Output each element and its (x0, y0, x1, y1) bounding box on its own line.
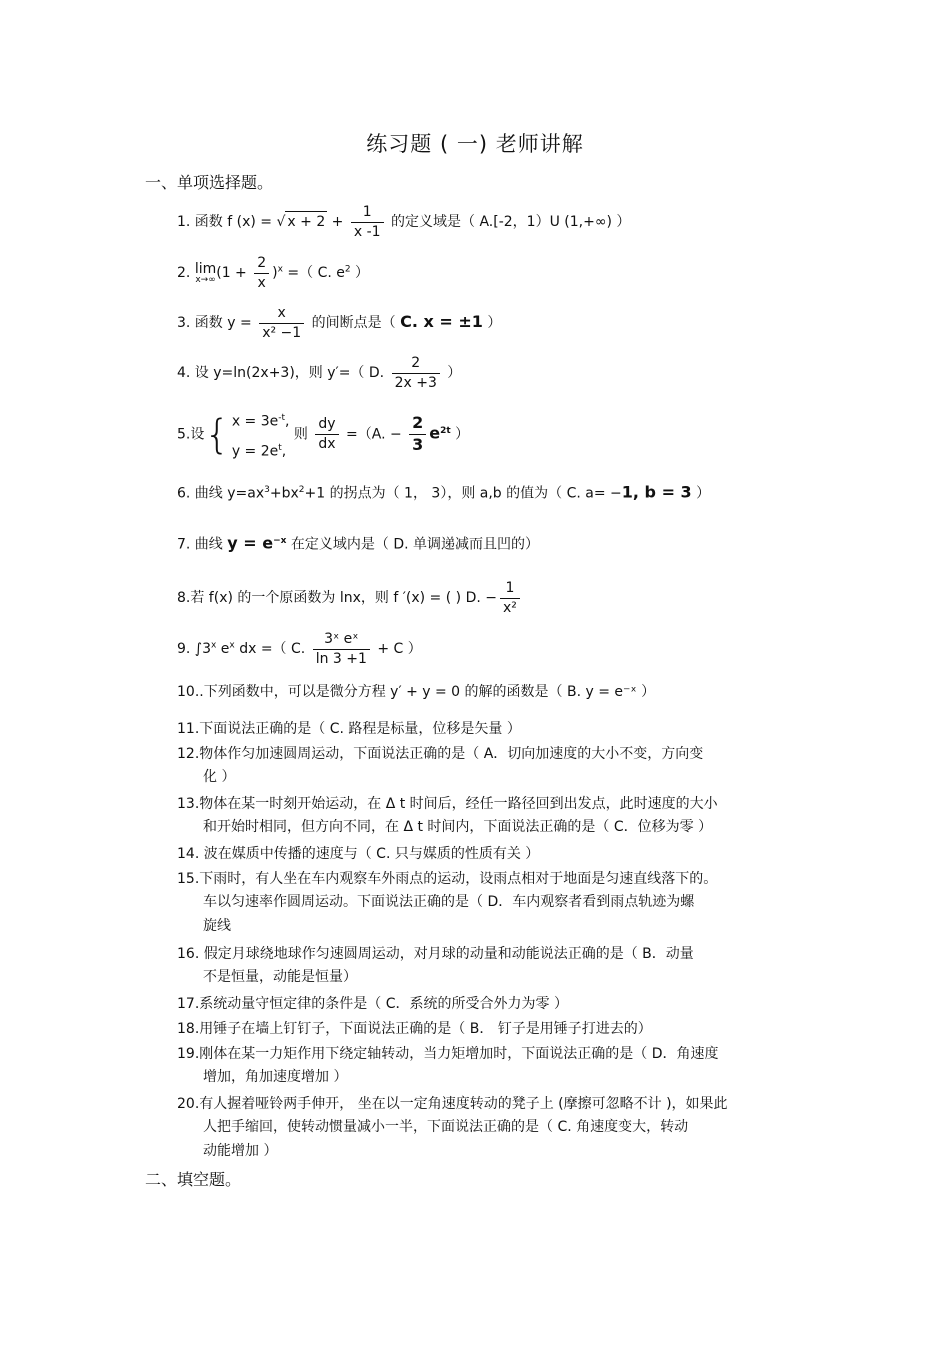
q8-fraction (500, 581, 520, 615)
q1-fraction (351, 205, 384, 239)
question-3 (177, 306, 501, 340)
q7-expr: y = e (227, 533, 274, 553)
q1-text: 1. 函数 f (x) = (177, 214, 277, 231)
question-19: 19.刚体在某一力矩作用下绕定轴转动，当力矩增加时，下面说法正确的是（ D．角速度 (177, 1046, 719, 1062)
q8-num: 1 (500, 581, 520, 599)
question-13: 13.物体在某一时刻开始运动，在 Δ t 时间后，经任一路径回到出发点，此时速度的大小 (177, 796, 718, 812)
question-13-cont: 和开始时相同，但方向不同，在 Δ t 时间内，下面说法正确的是（ C．位移为零 ） (203, 819, 713, 835)
q6-post: +1 的拐点为（ 1， 3），则 a,b 的值为（ C. a= − (304, 485, 622, 502)
q5-ans-den: 3 (412, 435, 424, 455)
q8-text: 8.若 f(x) 的一个原函数为 lnx，则 f ′(x) = ( ) D. − (177, 590, 497, 607)
q5-exp2: t (278, 442, 282, 453)
q9-answer: dx =（ C. (234, 641, 310, 658)
page-title: 练习题 ( 一) 老师讲解 (366, 132, 584, 156)
question-20-cont2: 动能增加 ） (203, 1143, 278, 1159)
question-12: 12.物体作匀加速圆周运动，下面说法正确的是（ A．切向加速度的大小不变，方向变 (177, 746, 704, 762)
q5-comma2: , (281, 443, 287, 460)
question-2 (177, 256, 369, 290)
question-16: 16. 假定月球绕地球作匀速圆周运动，对月球的动量和动能说法正确的是（ B．动量 (177, 946, 694, 962)
q5-ans-num: 2 (409, 415, 426, 435)
question-20: 20.有人握着哑铃两手伸开， 坐在以一定角速度转动的凳子上 (摩擦可忽略不计 )，如果此 (177, 1096, 728, 1112)
q7-text: 7. 曲线 (177, 536, 228, 553)
q4-den: 2x +3 (394, 374, 437, 391)
q9-exp1: x (211, 640, 217, 651)
q4-end: ） (442, 365, 462, 382)
q7-answer: 在定义域内是（ D. 单调递减而且凹的） (286, 536, 540, 553)
q5-ans-e: e (429, 423, 441, 443)
question-12-cont: 化 ） (203, 769, 236, 785)
q9-exp2: x (229, 640, 235, 651)
q5-end: ） (450, 426, 470, 443)
question-17: 17.系统动量守恒定律的条件是（ C．系统的所受合外力为零 ） (177, 996, 568, 1012)
q2-limit (195, 262, 216, 285)
q3-answer: C. x = ±1 (400, 312, 483, 332)
question-5 (177, 405, 469, 464)
q1-answer: 的定义域是（ A.[-2，1）U (1,+∞) ） (386, 214, 631, 231)
q2-limsub: x→∞ (195, 274, 216, 285)
question-4 (177, 356, 461, 390)
q2-fraction (254, 256, 269, 290)
q5-line1: x = 3e (231, 413, 279, 430)
q5-text: 5.设 (177, 426, 205, 443)
q6-mid: +bx (269, 485, 299, 502)
question-19-cont: 增加，角加速度增加 ） (203, 1069, 348, 1085)
q2-open: (1 + (216, 265, 252, 282)
q5-answer-fraction (409, 415, 426, 454)
question-6 (177, 480, 710, 504)
q2-lim: lim (194, 260, 217, 277)
q5-system (232, 405, 290, 464)
q1-plus: + (327, 214, 348, 231)
q5-ans-exp: 2t (440, 426, 451, 436)
q2-close: ) (272, 265, 278, 282)
question-14: 14. 波在媒质中传播的速度与（ C. 只与媒质的性质有关 ） (177, 846, 540, 862)
question-10: 10..下列函数中，可以是微分方程 y′ + y = 0 的解的函数是（ B. y = e⁻ˣ ） (177, 684, 656, 700)
q8-den: x² (502, 599, 517, 616)
q5-line2: y = 2e (231, 443, 279, 460)
q3-num: x (259, 306, 304, 324)
question-9 (177, 632, 422, 666)
q5-fraction (315, 417, 338, 451)
q6-exp2: 2 (298, 485, 305, 495)
q4-num: 2 (392, 356, 440, 374)
question-11: 11.下面说法正确的是（ C. 路程是标量，位移是矢量 ） (177, 721, 521, 737)
q6-answer: 1, b = 3 (621, 482, 692, 502)
q5-exp1: -t (278, 413, 286, 423)
q2-exp: x (277, 264, 283, 275)
q5-brace: { (204, 411, 230, 458)
question-8 (177, 581, 523, 615)
q9-fraction (313, 632, 370, 666)
question-18: 18.用锤子在墙上钉钉子，下面说法正确的是（ B． 钉子是用锤子打进去的） (177, 1021, 652, 1037)
q9-end: + C ） (372, 641, 422, 658)
q2-number: 2. (177, 265, 191, 282)
q6-exp1: 3 (264, 485, 270, 495)
q5-comma1: , (285, 413, 290, 430)
q6-text: 6. 曲线 y=ax (177, 485, 265, 502)
q3-den: x² −1 (262, 324, 302, 341)
question-1: 1. 函数 f (x) = √ x + 2 + $\frac{1}{x -1}$ 的定义域是（ A.[-2，1）U (1,+∞) ） (177, 204, 631, 240)
q5-answer: =（A. − (341, 426, 407, 443)
q3-end: ） (482, 315, 502, 332)
q2-exp2: 2 (344, 264, 351, 275)
question-7 (177, 531, 539, 555)
section-heading-fill: 二、填空题。 (145, 1170, 242, 1189)
section-heading-choice: 一、单项选择题。 (145, 173, 274, 192)
question-16-cont: 不是恒量，动能是恒量） (203, 969, 357, 985)
q5-num: dy (315, 417, 338, 435)
q2-end: ） (350, 265, 370, 282)
q9-num: 3ˣ eˣ (313, 632, 370, 650)
q7-exp: −x (273, 536, 287, 546)
question-15-cont2: 旋线 (203, 918, 231, 934)
q3-fraction (259, 306, 304, 340)
question-15: 15.下雨时，有人坐在车内观察车外雨点的运动，设雨点相对于地面是匀速直线落下的。 (177, 871, 718, 887)
q2-num: 2 (254, 256, 269, 274)
q3-text: 3. 函数 y = (177, 315, 257, 332)
q1-radicand: x + 2 (285, 211, 327, 232)
q9-den: ln 3 +1 (315, 650, 367, 667)
q4-fraction (392, 356, 440, 390)
question-20-cont: 人把手缩回，使转动惯量减小一半，下面说法正确的是（ C. 角速度变大，转动 (203, 1119, 689, 1135)
q1-den: x -1 (353, 223, 381, 240)
q2-den: x (257, 274, 266, 291)
q5-den: dx (318, 436, 336, 453)
q3-mid: 的间断点是（ (307, 315, 401, 332)
q5-mid: 则 (289, 426, 313, 443)
q9-text: 9. ∫3 (177, 641, 212, 658)
q2-answer: =（ C. e (282, 265, 345, 282)
q4-text: 4. 设 y=ln(2x+3)，则 y′=（ D. (177, 365, 389, 382)
question-15-cont: 车以匀速率作圆周运动。下面说法正确的是（ D．车内观察者看到雨点轨迹为螺 (203, 894, 695, 910)
q9-e: e (216, 641, 230, 658)
q6-end: ） (691, 485, 711, 502)
q1-num: 1 (351, 205, 384, 223)
